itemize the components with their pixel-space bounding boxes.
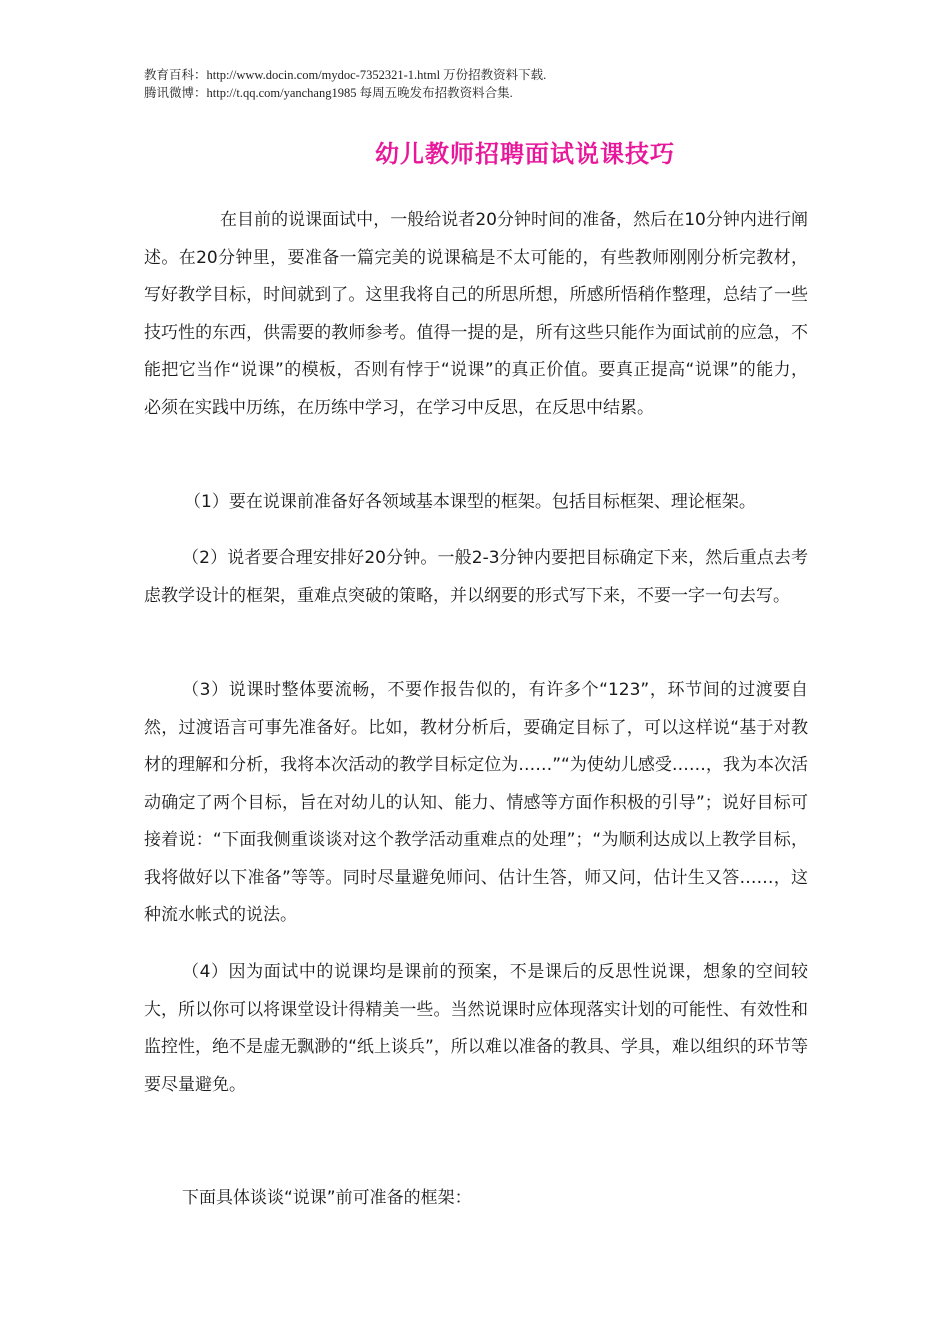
header-line-docin: 教育百科：http://www.docin.com/mydoc-7352321-1.html 万份招教资料下载.	[144, 68, 547, 82]
document-title: 幼儿教师招聘面试说课技巧	[375, 140, 675, 168]
point-1-paragraph: （1）要在说课前准备好各领域基本课型的框架。包括目标框架、理论框架。	[184, 492, 756, 512]
closing-paragraph: 下面具体谈谈“说课”前可准备的框架：	[182, 1188, 472, 1208]
intro-paragraph: 在目前的说课面试中，一般给说者20分钟时间的准备，然后在10分钟内进行阐述。在20分钟里，要准备一篇完美的说课稿是不太可能的，有些教师刚刚分析完教材，写好教学目标，时间就到了。这里我将自己的所思所想，所感所悟稍作整理，总结了一些技巧性的东西，供需要的教师参考。值得一提的是，所有这些只能作为面试前的应急，不能把它当作“说课”的模板，否则有悖于“说课”的真正价值。要真正提高“说课”的能力，必须在实践中历练，在历练中学习，在学习中反思，在反思中结累。	[144, 210, 808, 418]
point-3-paragraph: （3）说课时整体要流畅，不要作报告似的，有许多个“123”，环节间的过渡要自然，过渡语言可事先准备好。比如，教材分析后，要确定目标了，可以这样说“基于对教材的理解和分析，我将本次活动的教学目标定位为……”“为使幼儿感受……，我为本次活动确定了两个目标，旨在对幼儿的认知、能力、情感等方面作积极的引导”；说好目标可接着说：“下面我侧重谈谈对这个教学活动重难点的处理”；“为顺利达成以上教学目标，我将做好以下准备”等等。同时尽量避免师问、估计生答，师又问，估计生又答……，这种流水帐式的说法。	[144, 680, 808, 925]
header-line-weibo: 腾讯微博：http://t.qq.com/yanchang1985 每周五晚发布招教资料合集.	[144, 86, 513, 100]
document-header	[144, 66, 546, 102]
point-4-paragraph: （4）因为面试中的说课均是课前的预案，不是课后的反思性说课，想象的空间较大，所以你可以将课堂设计得精美一些。当然说课时应体现落实计划的可能性、有效性和监控性，绝不是虚无飘渺的“纸上谈兵”，所以难以准备的教具、学具，难以组织的环节等要尽量避免。	[144, 962, 808, 1095]
point-2-paragraph: （2）说者要合理安排好20分钟。一般2-3分钟内要把目标确定下来，然后重点去考虑教学设计的框架，重难点突破的策略，并以纲要的形式写下来，不要一字一句去写。	[144, 548, 808, 606]
